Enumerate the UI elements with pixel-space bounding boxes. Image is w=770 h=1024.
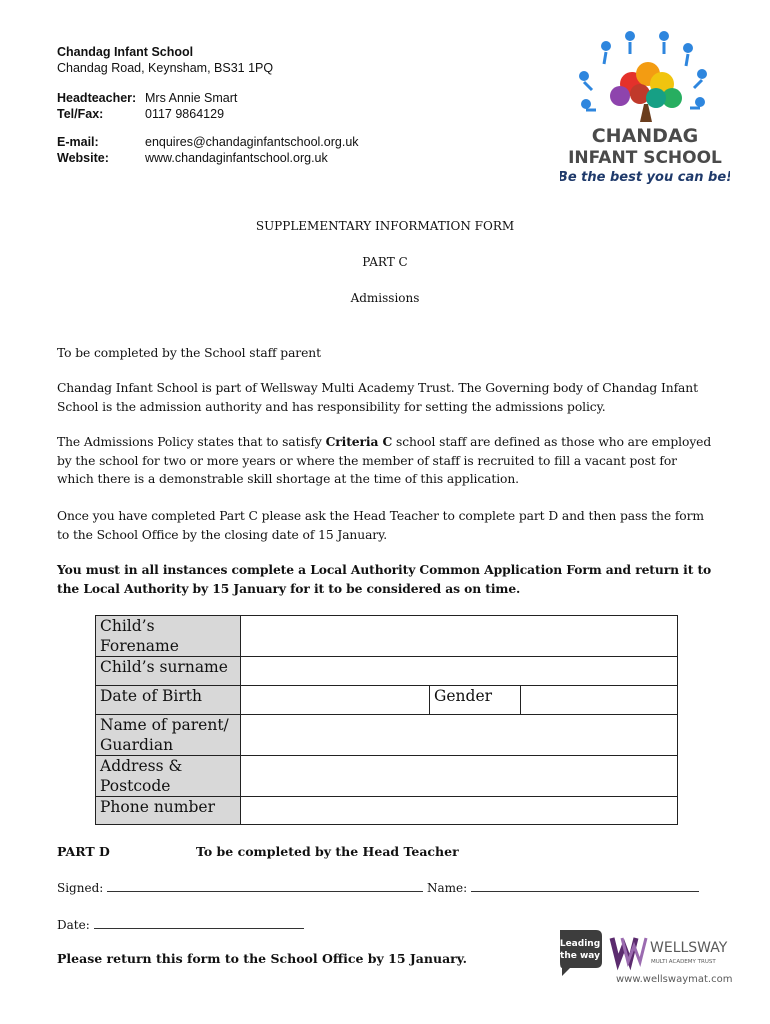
svg-text:Leading: Leading [559, 939, 601, 949]
para-wellsway: Chandag Infant School is part of Wellsway Multi Academy Trust. The Governing body of Chandag Infant School is the admission authority and has responsibility for setting the admissions policy. [57, 381, 698, 414]
website-value: www.chandaginfantschool.org.uk [145, 151, 328, 165]
name-label: Name: [426, 881, 468, 895]
school-header [57, 44, 359, 166]
wellsway-logo [556, 928, 736, 988]
telfax-label: Tel/Fax: [57, 107, 104, 121]
email-label: E-mail: [57, 135, 99, 149]
svg-text:CHANDAG: CHANDAG [591, 125, 699, 147]
svg-text:INFANT SCHOOL: INFANT SCHOOL [568, 148, 722, 168]
headteacher-name: Mrs Annie Smart [145, 91, 238, 105]
form-title: SUPPLEMENTARY INFORMATION FORM [255, 219, 515, 233]
telfax-value: 0117 9864129 [145, 107, 225, 121]
child-details-table [95, 615, 678, 825]
dob-label: Date of Birth [96, 686, 241, 715]
svg-text:www.wellswaymat.com: www.wellswaymat.com [616, 974, 733, 985]
headteacher-label: Headteacher: [57, 91, 137, 105]
date-label: Date: [57, 918, 90, 932]
parent-label: Name of parent/ Guardian [96, 715, 241, 756]
signed-label: Signed: [57, 881, 104, 895]
return-note: Please return this form to the School Office by 15 January. [57, 951, 467, 966]
part-c-label: PART C [362, 255, 408, 269]
forename-label: Child’s Forename [96, 616, 241, 657]
name-line[interactable] [471, 879, 699, 892]
tree-children-icon [560, 24, 730, 189]
signed-line[interactable] [107, 879, 423, 892]
para-part-d: Once you have completed Part C please ask the Head Teacher to complete part D and then pass the form to the School Office by the closing date of 15 January. [57, 509, 704, 542]
address-field[interactable] [241, 756, 678, 797]
part-d-label: PART D [57, 844, 110, 859]
email-value: enquires@chandaginfantschool.org.uk [145, 135, 359, 149]
phone-field[interactable] [241, 797, 678, 825]
para-must-complete: You must in all instances complete a Local Authority Common Application Form and return it to the Local Authority by 15 January for it to be considered as on time. [57, 562, 712, 596]
admissions-subtitle: Admissions [350, 291, 420, 305]
part-d-instruction: To be completed by the Head Teacher [196, 844, 459, 859]
surname-label: Child’s surname [96, 657, 241, 686]
website-label: Website: [57, 151, 109, 165]
para-completed-by: To be completed by the School staff parent [57, 346, 321, 360]
gender-label: Gender [430, 686, 521, 715]
school-name: Chandag Infant School [57, 45, 194, 59]
date-row [57, 916, 304, 932]
gender-field[interactable] [521, 686, 678, 715]
address-label: Address & Postcode [96, 756, 241, 797]
school-logo [560, 24, 730, 189]
date-line[interactable] [94, 916, 304, 929]
parent-field[interactable] [241, 715, 678, 756]
criteria-c: Criteria C [325, 434, 393, 449]
dob-field[interactable] [241, 686, 430, 715]
phone-label: Phone number [96, 797, 241, 825]
surname-field[interactable] [241, 657, 678, 686]
signed-row [57, 879, 699, 895]
svg-text:Be the best you can be!: Be the best you can be! [560, 170, 730, 185]
svg-text:WELLSWAY: WELLSWAY [650, 940, 728, 956]
forename-field[interactable] [241, 616, 678, 657]
para-criteria: The Admissions Policy states that to satisfy Criteria C school staff are defined as those who are employed by the school for two or more years or where the member of staff is recruited to fill a vacant post for which there is a demonstrable skill shortage at the time of this application. [57, 434, 712, 486]
svg-text:MULTI ACADEMY TRUST: MULTI ACADEMY TRUST [651, 959, 716, 965]
school-address: Chandag Road, Keynsham, BS31 1PQ [57, 61, 274, 75]
svg-text:the way: the way [560, 951, 600, 961]
wellsway-logo-icon [556, 928, 736, 988]
